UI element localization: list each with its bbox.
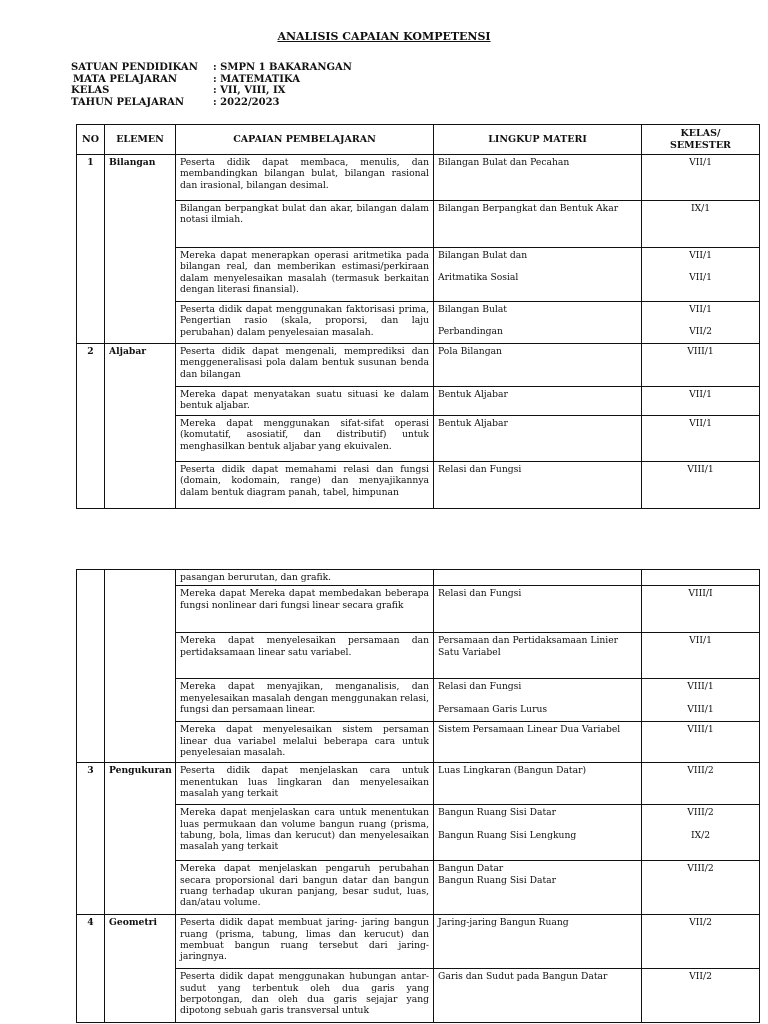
- lingkup-item: Jaring-jaring Bangun Ruang: [438, 917, 569, 929]
- kelas-semester-item: VII/1: [689, 418, 712, 429]
- lingkup-item: Garis dan Sudut pada Bangun Datar: [438, 971, 608, 983]
- lingkup-item: Persamaan dan Pertidaksamaan Linier Satu Variabel: [438, 635, 619, 658]
- meta-label: KELAS: [71, 85, 110, 96]
- kelas-semester-item: VIII/2: [687, 863, 714, 875]
- row-number: [77, 570, 105, 763]
- capaian-cell: Peserta didik dapat menggunakan faktorisasi prima, Pengertian rasio (skala, proporsi, dan laju perubahan) dalam penyelesaian masalah.: [176, 302, 434, 344]
- meta-row-mapel: [71, 74, 352, 86]
- kelas-cell: [642, 201, 760, 248]
- lingkup-item: Perbandingan: [438, 326, 503, 338]
- element-name: Aljabar: [105, 344, 176, 509]
- kelas-cell: [642, 155, 760, 201]
- kelas-semester-item: VIII/1: [687, 681, 714, 693]
- capaian-cell: Peserta didik dapat menggunakan hubungan antar-sudut yang terbentuk oleh dua garis yang berpotongan, dan oleh dua garis sejajar yang dipotong sebuah garis transversal untuk: [176, 969, 434, 1023]
- kelas-cell: [642, 416, 760, 462]
- capaian-cell: Peserta didik dapat menjelaskan cara untuk menentukan luas lingkaran dan menyelesaikan masalah yang terkait: [176, 763, 434, 805]
- kelas-cell: [642, 861, 760, 915]
- lingkup-item: Aritmatika Sosial: [438, 272, 519, 284]
- row-number: 3: [77, 763, 105, 915]
- kelas-semester-item: VIII/1: [687, 464, 714, 475]
- kelas-semester-item: VII/1: [689, 389, 712, 400]
- lingkup-cell: [434, 915, 642, 969]
- kelas-cell: [642, 387, 760, 416]
- kelas-semester-item: VII/2: [689, 326, 712, 338]
- header-kelas-line2: SEMESTER: [670, 139, 731, 151]
- lingkup-cell: [434, 861, 642, 915]
- table-row: [77, 861, 760, 915]
- meta-label: SATUAN PENDIDIKAN: [71, 62, 198, 73]
- kelas-semester-item: IX/2: [690, 829, 711, 841]
- lingkup-cell: [434, 201, 642, 248]
- header-kelas: [642, 125, 760, 155]
- capaian-cell: Mereka dapat menyatakan suatu situasi ke dalam bentuk aljabar.: [176, 387, 434, 416]
- competency-table-page2: [76, 569, 760, 1023]
- lingkup-item: Sistem Persamaan Linear Dua Variabel: [438, 724, 621, 736]
- capaian-cell: pasangan berurutan, dan grafik.: [176, 570, 434, 586]
- table-row: [77, 155, 760, 201]
- kelas-cell: [642, 915, 760, 969]
- kelas-cell: [642, 586, 760, 633]
- kelas-semester-item: VII/1: [689, 635, 712, 647]
- kelas-cell: [642, 633, 760, 679]
- lingkup-item: Persamaan Garis Lurus: [438, 703, 548, 715]
- lingkup-cell: [434, 155, 642, 201]
- lingkup-cell: [434, 344, 642, 387]
- lingkup-item: Bilangan Berpangkat dan Bentuk Akar: [438, 203, 619, 214]
- lingkup-item: Relasi dan Fungsi: [438, 588, 522, 600]
- table-row: [77, 248, 760, 302]
- lingkup-cell: [434, 462, 642, 509]
- lingkup-item: Bilangan Bulat dan Pecahan: [438, 157, 570, 168]
- header-elemen: ELEMEN: [105, 125, 176, 155]
- table-row: [77, 915, 760, 969]
- capaian-cell: Mereka dapat menjelaskan cara untuk menentukan luas permukaan dan volume bangun ruang (prisma, tabung, bola, limas dan kerucut) dan menyelesaikan masalah yang terkait: [176, 805, 434, 861]
- meta-value: : SMPN 1 BAKARANGAN: [213, 62, 352, 73]
- capaian-cell: Peserta didik dapat mengenali, memprediksi dan menggeneralisasi pola dalam bentuk susunan benda dan bilangan: [176, 344, 434, 387]
- lingkup-item: Bangun Ruang Sisi Datar: [438, 874, 557, 886]
- capaian-cell: Peserta didik dapat membaca, menulis, dan membandingkan bilangan bulat, bilangan rasional dan irasional, bilangan desimal.: [176, 155, 434, 201]
- capaian-cell: Peserta didik dapat memahami relasi dan fungsi (domain, kodomain, range) dan menyajikannya dalam bentuk diagram panah, tabel, himpunan: [176, 462, 434, 509]
- meta-row-satuan: [71, 62, 352, 74]
- competency-table-page1: [76, 124, 760, 509]
- kelas-semester-item: VII/1: [689, 250, 712, 261]
- document-title: ANALISIS CAPAIAN KOMPETENSI: [277, 30, 491, 43]
- lingkup-cell: [434, 679, 642, 722]
- kelas-semester-item: VII/1: [689, 272, 712, 284]
- capaian-cell: Peserta didik dapat membuat jaring- jaring bangun ruang (prisma, tabung, limas dan kerucut) dan membuat bangun ruang tersebut dari jaring-jaringnya.: [176, 915, 434, 969]
- lingkup-cell: [434, 633, 642, 679]
- lingkup-item: Bentuk Aljabar: [438, 418, 508, 429]
- lingkup-item: Bentuk Aljabar: [438, 389, 508, 400]
- capaian-cell: Mereka dapat menjelaskan pengaruh perubahan secara proporsional dari bangun datar dan bangun ruang terhadap ukuran panjang, besar sudut, luas, dan/atau volume.: [176, 861, 434, 915]
- kelas-cell: [642, 570, 760, 586]
- kelas-cell: [642, 805, 760, 861]
- lingkup-cell: [434, 416, 642, 462]
- kelas-semester-item: VII/2: [689, 917, 712, 929]
- lingkup-cell: [434, 248, 642, 302]
- kelas-semester-item: VII/1: [689, 304, 712, 315]
- header-no: NO: [77, 125, 105, 155]
- meta-value: : VII, VIII, IX: [213, 85, 286, 96]
- lingkup-item: Relasi dan Fungsi: [438, 681, 522, 693]
- header-lingkup: LINGKUP MATERI: [434, 125, 642, 155]
- kelas-semester-item: IX/1: [690, 203, 711, 214]
- lingkup-item: Bilangan Bulat dan: [438, 250, 528, 261]
- capaian-cell: Mereka dapat menerapkan operasi aritmetika pada bilangan real, dan memberikan estimasi/perkiraan dalam menyelesaikan masalah (termasuk berkaitan dengan literasi finansial).: [176, 248, 434, 302]
- meta-value: : MATEMATIKA: [213, 73, 300, 85]
- kelas-semester-item: VII/2: [689, 971, 712, 983]
- table-row: [77, 570, 760, 586]
- kelas-semester-item: VIII/2: [687, 765, 714, 777]
- table-header-row: [77, 125, 760, 155]
- kelas-cell: [642, 763, 760, 805]
- kelas-semester-item: VIII/1: [687, 724, 714, 736]
- kelas-semester-item: VIII/2: [687, 807, 714, 819]
- table-row: [77, 679, 760, 722]
- meta-row-kelas: [71, 85, 352, 97]
- capaian-cell: Mereka dapat menyelesaikan sistem persaman linear dua variabel melalui beberapa cara untuk penyelesaian masalah.: [176, 722, 434, 763]
- lingkup-cell: [434, 570, 642, 586]
- element-name: Pengukuran: [105, 763, 176, 915]
- table-row: [77, 416, 760, 462]
- table-row: [77, 969, 760, 1023]
- header-kelas-line1: KELAS/: [680, 128, 721, 140]
- lingkup-cell: [434, 969, 642, 1023]
- table-row: [77, 387, 760, 416]
- meta-row-tahun: [71, 97, 352, 109]
- lingkup-cell: [434, 387, 642, 416]
- document-meta: [71, 62, 352, 108]
- kelas-cell: [642, 679, 760, 722]
- lingkup-cell: [434, 722, 642, 763]
- lingkup-cell: [434, 805, 642, 861]
- kelas-semester-item: VIII/1: [687, 703, 714, 715]
- table-row: [77, 633, 760, 679]
- element-name: Bilangan: [105, 155, 176, 344]
- element-name: [105, 570, 176, 763]
- kelas-cell: [642, 462, 760, 509]
- row-number: 1: [77, 155, 105, 344]
- capaian-cell: Mereka dapat Mereka dapat membedakan beberapa fungsi nonlinear dari fungsi linear secara grafik: [176, 586, 434, 633]
- kelas-semester-item: VII/1: [689, 157, 712, 168]
- lingkup-cell: [434, 763, 642, 805]
- row-number: 2: [77, 344, 105, 509]
- lingkup-item: Relasi dan Fungsi: [438, 464, 522, 475]
- element-name: Geometri: [105, 915, 176, 1023]
- lingkup-cell: [434, 586, 642, 633]
- capaian-cell: Bilangan berpangkat bulat dan akar, bilangan dalam notasi ilmiah.: [176, 201, 434, 248]
- lingkup-item: Pola Bilangan: [438, 346, 502, 357]
- meta-label: TAHUN PELAJARAN: [71, 96, 185, 108]
- kelas-semester-item: VIII/I: [688, 588, 713, 600]
- kelas-cell: [642, 248, 760, 302]
- table-row: [77, 201, 760, 248]
- lingkup-item: Bangun Ruang Sisi Datar: [438, 807, 557, 819]
- lingkup-item: Bangun Datar: [438, 863, 504, 875]
- kelas-cell: [642, 969, 760, 1023]
- kelas-cell: [642, 722, 760, 763]
- meta-label: MATA PELAJARAN: [73, 73, 178, 85]
- table-row: [77, 344, 760, 387]
- kelas-cell: [642, 344, 760, 387]
- table-row: [77, 462, 760, 509]
- table-row: [77, 805, 760, 861]
- meta-value: : 2022/2023: [213, 96, 280, 108]
- lingkup-cell: [434, 302, 642, 344]
- lingkup-item: Bilangan Bulat: [438, 304, 507, 315]
- row-number: 4: [77, 915, 105, 1023]
- kelas-semester-item: VIII/1: [687, 346, 714, 357]
- kelas-cell: [642, 302, 760, 344]
- lingkup-item: Luas Lingkaran (Bangun Datar): [438, 765, 587, 777]
- table-row: [77, 586, 760, 633]
- table-row: [77, 722, 760, 763]
- capaian-cell: Mereka dapat menyajikan, menganalisis, dan menyelesaikan masalah dengan menggunakan relasi, fungsi dan persamaan linear.: [176, 679, 434, 722]
- capaian-cell: Mereka dapat menggunakan sifat-sifat operasi (komutatif, asosiatif, dan distributif) untuk menghasilkan bentuk aljabar yang ekuivalen.: [176, 416, 434, 462]
- lingkup-item: Bangun Ruang Sisi Lengkung: [438, 829, 577, 841]
- table-row: [77, 302, 760, 344]
- capaian-cell: Mereka dapat menyelesaikan persamaan dan pertidaksamaan linear satu variabel.: [176, 633, 434, 679]
- header-capaian: CAPAIAN PEMBELAJARAN: [176, 125, 434, 155]
- table-row: [77, 763, 760, 805]
